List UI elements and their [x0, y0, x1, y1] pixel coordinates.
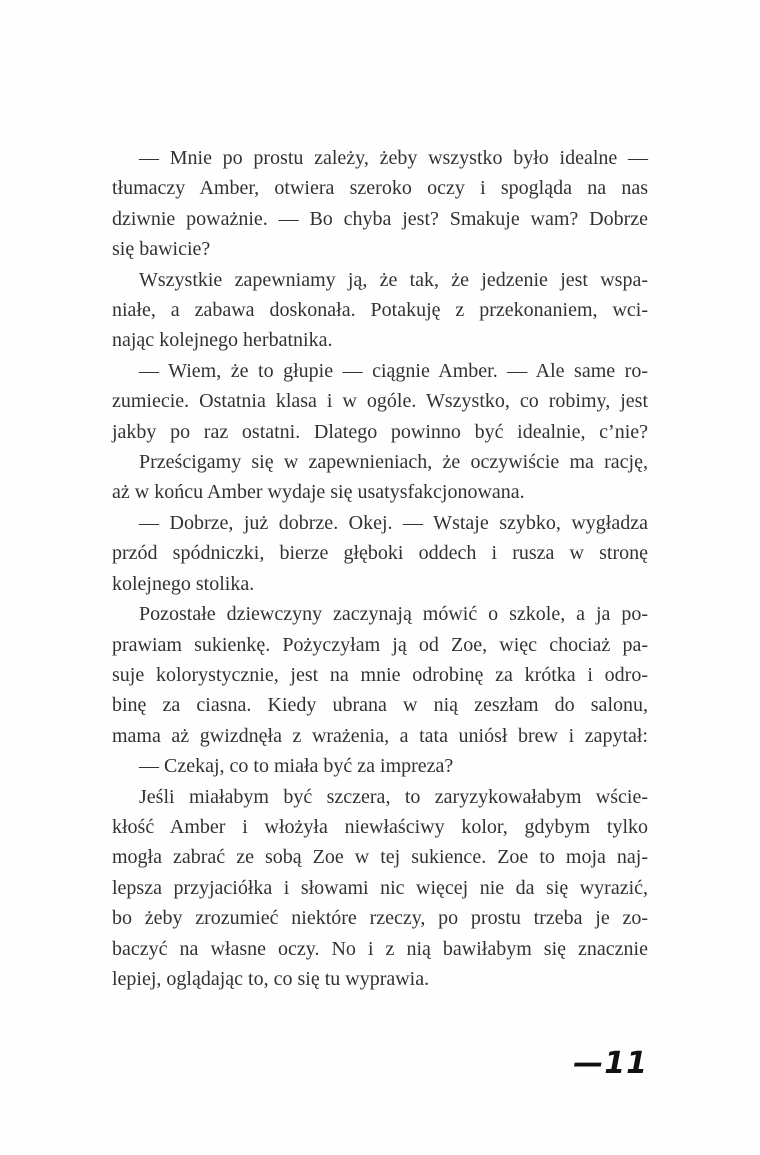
text-line: Wszystkie zapewniamy ją, że tak, że jedzenie jest wspa-: [139, 268, 648, 291]
text-line: zumiecie. Ostatnia klasa i w ogóle. Wszystko, co robimy, jest: [112, 390, 648, 413]
text-line: suje kolorystycznie, jest na mnie odrobinę za krótka i odro-: [112, 663, 648, 686]
text-line: bo żeby zrozumieć niektóre rzeczy, po prostu trzeba je zo-: [112, 907, 648, 930]
text-line: się bawicie?: [112, 238, 211, 261]
text-line: — Wiem, że to głupie — ciągnie Amber. — Ale same ro-: [139, 359, 648, 382]
text-line: baczyć na własne oczy. No i z nią bawiłabym się znacznie: [112, 937, 648, 960]
text-line: mama aż gwizdnęła z wrażenia, a tata uniósł brew i zapytał:: [112, 724, 648, 747]
text-line: przód spódniczki, bierze głęboki oddech i rusza w stronę: [112, 542, 648, 565]
text-line: jakby po raz ostatni. Dlatego powinno być idealnie, c’nie?: [112, 420, 648, 443]
text-line: niałe, a zabawa doskonała. Potakuję z przekonaniem, wci-: [112, 299, 648, 322]
page-number: —11: [573, 1046, 648, 1081]
text-line: aż w końcu Amber wydaje się usatysfakcjonowana.: [112, 481, 525, 504]
text-line: tłumaczy Amber, otwiera szeroko oczy i spogląda na nas: [112, 177, 648, 200]
text-line: kolejnego stolika.: [112, 572, 255, 595]
text-line: binę za ciasna. Kiedy ubrana w nią zeszłam do salonu,: [112, 694, 648, 717]
text-line: — Mnie po prostu zależy, żeby wszystko było idealne —: [139, 147, 648, 169]
text-line: kłość Amber i włożyła niewłaściwy kolor, gdybym tylko: [112, 815, 648, 838]
text-line: nając kolejnego herbatnika.: [112, 329, 333, 352]
text-line: prawiam sukienkę. Pożyczyłam ją od Zoe, więc chociaż pa-: [112, 633, 648, 656]
text-line: — Dobrze, już dobrze. Okej. — Wstaje szybko, wygładza: [139, 511, 648, 534]
text-line: dziwnie poważnie. — Bo chyba jest? Smakuje wam? Dobrze: [112, 207, 648, 230]
text-line: Pozostałe dziewczyny zaczynają mówić o szkole, a ja po-: [139, 603, 648, 626]
body-text: [112, 143, 648, 994]
text-line: lepiej, oglądając to, co się tu wyprawia.: [112, 967, 430, 990]
text-line: mogła zabrać ze sobą Zoe w tej sukience. Zoe to moja naj-: [112, 846, 648, 869]
text-line: — Czekaj, co to miała być za impreza?: [139, 755, 454, 778]
text-line: lepsza przyjaciółka i słowami nic więcej nie da się wyrazić,: [112, 876, 648, 899]
text-line: Jeśli miałabym być szczera, to zaryzykowałabym wście-: [139, 785, 648, 808]
text-line: Prześcigamy się w zapewnieniach, że oczywiście ma rację,: [139, 451, 648, 474]
